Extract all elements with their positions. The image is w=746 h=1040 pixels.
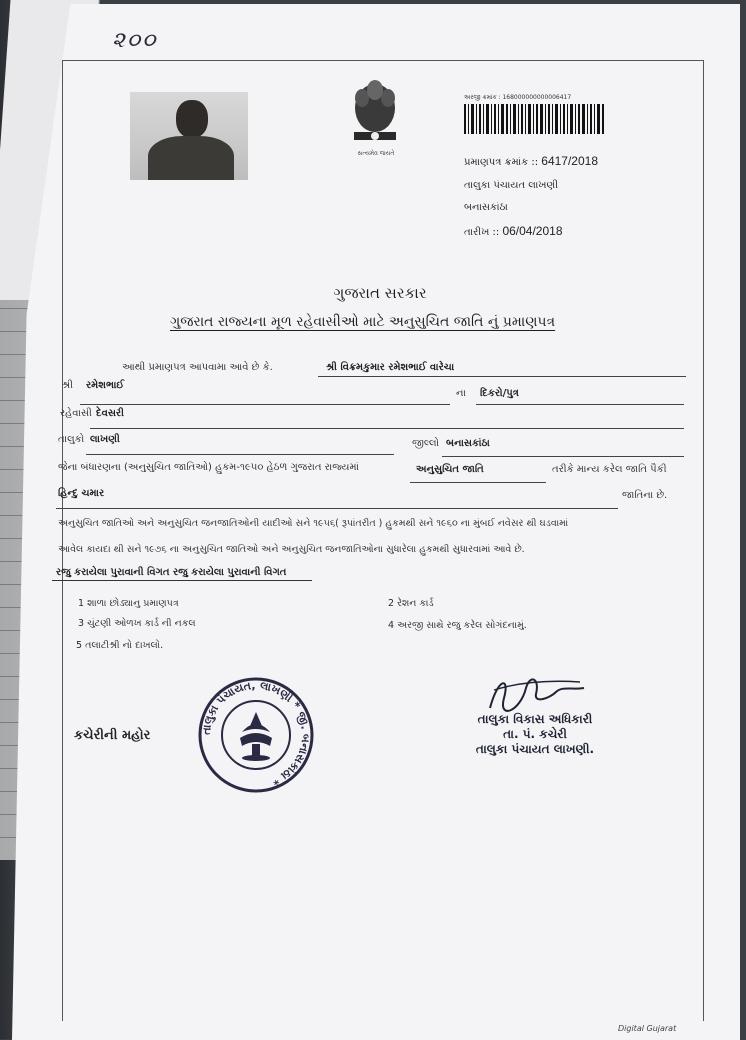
taluka-line bbox=[86, 454, 394, 455]
caste-suffix: જાતિના છે. bbox=[622, 490, 668, 501]
certificate-title: ગુજરાત રાજ્યના મૂળ રહેવાસીઓ માટે અનુસુચિત જાતિ નું પ્રમાણપત્ર bbox=[170, 314, 556, 330]
evidence-item: 4 અરજી સાથે રજુ કરેલ સોગંદનામું. bbox=[388, 620, 527, 631]
resident-label: રહેવાસી bbox=[60, 408, 92, 419]
order-text: જેના બંધારણના (અનુસુચિત જાતિઓ) હુકમ-૧૯૫૦ હેઠળ ગુજરાત રાજ્યમાં bbox=[58, 462, 359, 473]
evidence-title: રજુ કરાયેલા પુરાવાની વિગત રજુ કરાયેલા પુરાવાની વિગત bbox=[56, 567, 287, 578]
certificate-number-row bbox=[464, 154, 598, 168]
na-label: ના bbox=[456, 388, 466, 399]
issuing-office-line2: બનાસકાંઠા bbox=[464, 202, 508, 213]
taluka-label: તાલુકો bbox=[58, 434, 85, 445]
photo-body bbox=[148, 136, 234, 180]
village-value: દેવસરી bbox=[96, 408, 124, 419]
taluka-value: લાખણી bbox=[90, 434, 120, 445]
category-line bbox=[410, 482, 546, 483]
applicant-photo bbox=[130, 92, 248, 180]
relation-value: દિકરો/પુત્ર bbox=[480, 388, 519, 399]
certificate-number: 6417/2018 bbox=[541, 154, 599, 168]
village-line bbox=[90, 428, 684, 429]
evidence-item: 5 તલાટીશ્રી નો દાખલો. bbox=[76, 640, 164, 651]
district-line bbox=[442, 456, 684, 457]
caste-line bbox=[56, 508, 618, 509]
category-value: અનુસુચિત જાતિ bbox=[416, 464, 484, 475]
issue-date: 06/04/2018 bbox=[502, 224, 563, 238]
signature-icon bbox=[480, 668, 590, 718]
photo-head bbox=[176, 100, 208, 138]
evidence-item: 2 રેશન કાર્ડ bbox=[388, 598, 434, 609]
evidence-title-underline bbox=[52, 580, 312, 581]
barcode-label: અરજી ક્રમાંક : 168000000000006417 bbox=[464, 94, 572, 101]
shri-label: શ્રી bbox=[62, 380, 74, 391]
legal-paragraph-line2: આવેલ કાયદા થી સને ૧૯૭૬ ના અનુસુચિત જાતિઓ અને અનુસુચિત જનજાતિઓના સુધારેલા હુકમથી સુધારવામાં આવે છે. bbox=[58, 544, 525, 555]
issue-date-row bbox=[464, 224, 563, 238]
district-value: બનાસકાંઠા bbox=[446, 438, 490, 449]
holder-name-line bbox=[318, 376, 686, 377]
handwritten-page-number: ૨૦૦ bbox=[112, 28, 158, 53]
signatory-block bbox=[450, 712, 620, 757]
holder-name: શ્રી વિક્રમકુમાર રમેશભાઈ વારેચા bbox=[326, 362, 455, 373]
evidence-item: 1 શાળા છોડ્યાનુ પ્રમાણપત્ર bbox=[78, 598, 179, 609]
district-label: જીલ્લો bbox=[412, 438, 440, 449]
evidence-item: 3 ચુંટણી ઓળખ કાર્ડ ની નકલ bbox=[78, 618, 196, 629]
office-seal-stamp-icon bbox=[196, 676, 316, 794]
emblem-motto: સત્યમેવ જયતે bbox=[357, 150, 395, 157]
signatory-panchayat: તાલુકા પંચાયત લાખણી. bbox=[475, 742, 595, 756]
signatory-title: તાલુકા વિકાસ અધિકારી bbox=[477, 712, 593, 726]
certificate-number-label: પ્રમાણપત્ર ક્રમાંક :: bbox=[464, 157, 539, 168]
government-title: ગુજરાત સરકાર bbox=[333, 284, 427, 302]
recognized-text: તરીકે માન્ય કરેલ જાતિ પૈકી bbox=[552, 464, 667, 475]
father-name-line bbox=[80, 404, 450, 405]
seal-ring-text: તાલુકા પંચાયત, લાખણી * જી. બનાસકાંઠા * bbox=[199, 678, 313, 788]
page-border bbox=[62, 60, 704, 1021]
legal-paragraph-line1: અનુસુચિત જાતિઓ અને અનુસુચિત જનજાતિઓની યાદીઓ સને ૧૯૫૬( રૂપાંતરીત ) હુકમથી સને ૧૯૬૦ ના મુંબઈ નવેસર થી ઘડવામાં bbox=[58, 518, 569, 529]
issue-date-label: તારીખ :: bbox=[464, 227, 500, 238]
barcode-icon bbox=[464, 104, 604, 134]
national-emblem-icon bbox=[340, 74, 410, 162]
relation-line bbox=[476, 404, 684, 405]
issuing-office-line1: તાલુકા પંચાયત લાખણી bbox=[464, 180, 559, 191]
father-name: રમેશભાઈ bbox=[86, 380, 125, 391]
intro-text: આથી પ્રમાણપત્ર આપવામા આવે છે કે. bbox=[122, 362, 273, 373]
caste-value: હિન્દુ ચમાર bbox=[58, 488, 105, 499]
office-seal-label: કચેરીની મહોર bbox=[74, 728, 151, 743]
signatory-office: તા. પં. કચેરી bbox=[503, 727, 567, 741]
footer-digital-gujarat: Digital Gujarat bbox=[618, 1024, 677, 1033]
